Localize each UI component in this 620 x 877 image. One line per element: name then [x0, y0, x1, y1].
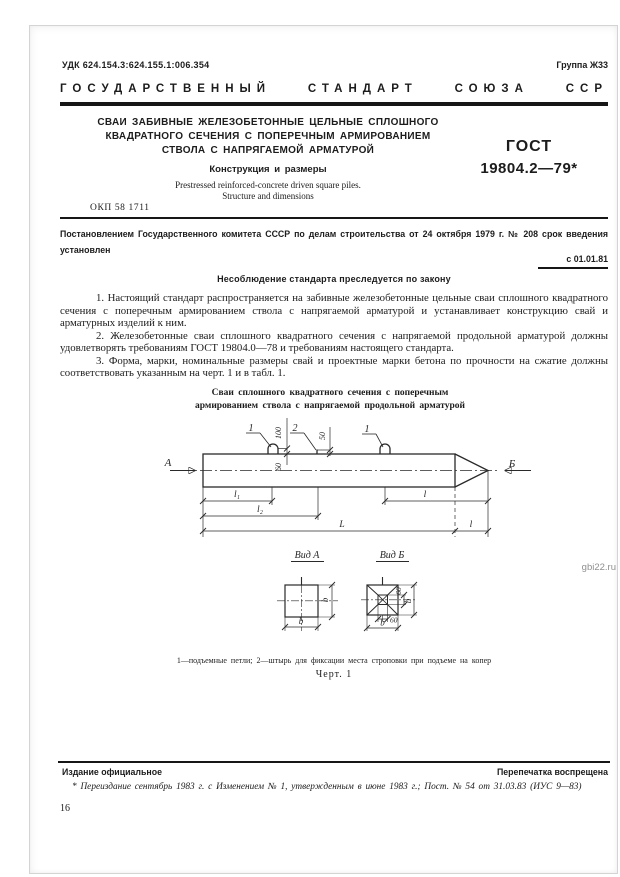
standard-org-line: ГОСУДАРСТВЕННЫЙ СТАНДАРТ СОЮЗА ССР — [60, 83, 608, 95]
callout-leader-1b — [376, 434, 383, 447]
document-title — [80, 116, 456, 158]
paragraph-1: 1. Настоящий стандарт распространяется на забивные железобетонные цельные сваи сплошного квадратного сечения с поперечным армированием ствола с напрягаемой арматурой и устанавливает конструкцию свай и арматурных изделий к ним. — [60, 292, 608, 329]
title-line-2: КВАДРАТНОГО СЕЧЕНИЯ С ПОПЕРЕЧНЫМ АРМИРОВАНИЕМ — [105, 131, 431, 142]
view-b-60-vert-label: 60 — [394, 587, 403, 595]
figure-number: Черт. 1 — [315, 669, 353, 680]
view-a-b-horiz-label: b — [298, 616, 304, 626]
figure-title-line-2: армированием ствола с напрягаемой продольной арматурой — [194, 401, 466, 411]
reprint-prohibited-label: Перепечатка воспрещена — [496, 767, 608, 777]
view-b-diag-3 — [367, 605, 378, 616]
udk-code: УДК 624.154.3:624.155.1:006.354 — [62, 60, 210, 70]
paragraph-3: 3. Форма, марки, номинальные размеры свай и проектные марки бетона по прочности на сжатие должны соответствовать указанным на черт. 1 и в табл. 1. — [60, 354, 608, 379]
view-a-b-vert-label: b — [320, 597, 330, 603]
dim-100-label: 100 — [274, 427, 283, 439]
view-b-b-horiz-label: b — [380, 617, 385, 628]
lifting-loop-2 — [380, 444, 390, 454]
view-b-title: Вид Б — [379, 550, 405, 561]
group-code: Группа Ж33 — [556, 60, 608, 70]
dim-60-label-side: 60 — [274, 463, 283, 471]
official-edition-label: Издание официальное — [62, 767, 162, 777]
callout-leader-2 — [304, 433, 316, 450]
gost-designation — [450, 138, 608, 177]
effective-date-rule — [538, 267, 608, 269]
dim-l2-label: l₂ — [257, 505, 263, 515]
view-a-arrow-label: А — [164, 457, 172, 469]
dim-L-label: L — [339, 520, 345, 530]
view-b-diag-4 — [388, 605, 399, 616]
header-rule — [60, 102, 608, 106]
figure-caption: 1—подъемные петли; 2—штырь для фиксации места строповки при подъеме на копер — [176, 656, 492, 665]
paragraph-2: 2. Железобетонные сваи сплошного квадратного сечения с напрягаемой продольной арматурой должны удовлетворять требованиям ГОСТ 19804.0—78 и требованиям настоящего стандарта. — [60, 329, 608, 354]
watermark: gbi22.ru — [581, 562, 616, 573]
subtitle-en-line-1: Prestressed reinforced-concrete driven square piles. — [175, 180, 361, 190]
page-number: 16 — [60, 803, 70, 814]
pile-drawing — [95, 415, 545, 650]
dim-50-label: 50 — [318, 432, 327, 440]
dim-l1-label: l₁ — [234, 490, 240, 500]
view-b-60-horiz-label: 60 — [390, 615, 398, 625]
callout-1-label: 1 — [248, 423, 254, 434]
body-paragraphs — [60, 292, 608, 380]
title-line-3: СТВОЛА С НАПРЯГАЕМОЙ АРМАТУРОЙ — [161, 145, 375, 156]
decree-line-2: установлен — [60, 244, 111, 255]
view-b-arrow-label: Б — [508, 458, 516, 470]
view-b-diag-1 — [367, 585, 378, 595]
gost-word: ГОСТ — [505, 138, 553, 155]
reissue-footnote: * Переиздание сентябрь 1983 г. с Изменением № 1, утвержденным в июне 1983 г.; Пост. № 54 от 31.03.83 (ИУС 9—83) — [72, 782, 582, 792]
dimension-ticks — [200, 446, 491, 632]
dim-l-right-label: l — [423, 490, 427, 500]
subtitle-ru: Конструкция и размеры — [209, 164, 327, 175]
view-b-b-vert-label: b — [403, 598, 413, 604]
callout-2-label: 2 — [292, 423, 298, 434]
subtitle-en-line-2: Structure and dimensions — [222, 190, 314, 201]
footer-rule — [58, 761, 610, 763]
gost-number: 19804.2—79* — [480, 160, 578, 177]
callout-leader-1a — [260, 433, 271, 447]
effective-date: с 01.01.81 — [566, 254, 608, 264]
law-notice: Несоблюдение стандарта преследуется по закону — [217, 274, 451, 284]
subtitle-en — [80, 180, 456, 201]
view-a-title: Вид А — [294, 550, 320, 561]
dim-l-tip-label: l — [469, 520, 473, 530]
title-line-1: СВАИ ЗАБИВНЫЕ ЖЕЛЕЗОБЕТОННЫЕ ЦЕЛЬНЫЕ СПЛОШНОГО — [97, 117, 439, 128]
okp-code: ОКП 58 1711 — [90, 203, 150, 213]
figure-title-line-1: Сваи сплошного квадратного сечения с поперечным — [211, 388, 449, 398]
decree-line-1: Постановлением Государственного комитета СССР по делам строительства от 24 октября 1979 г. № 208 срок введения — [60, 229, 608, 239]
figure-title — [115, 387, 545, 413]
callout-1-label-right: 1 — [364, 424, 370, 435]
divider-rule — [60, 217, 608, 219]
